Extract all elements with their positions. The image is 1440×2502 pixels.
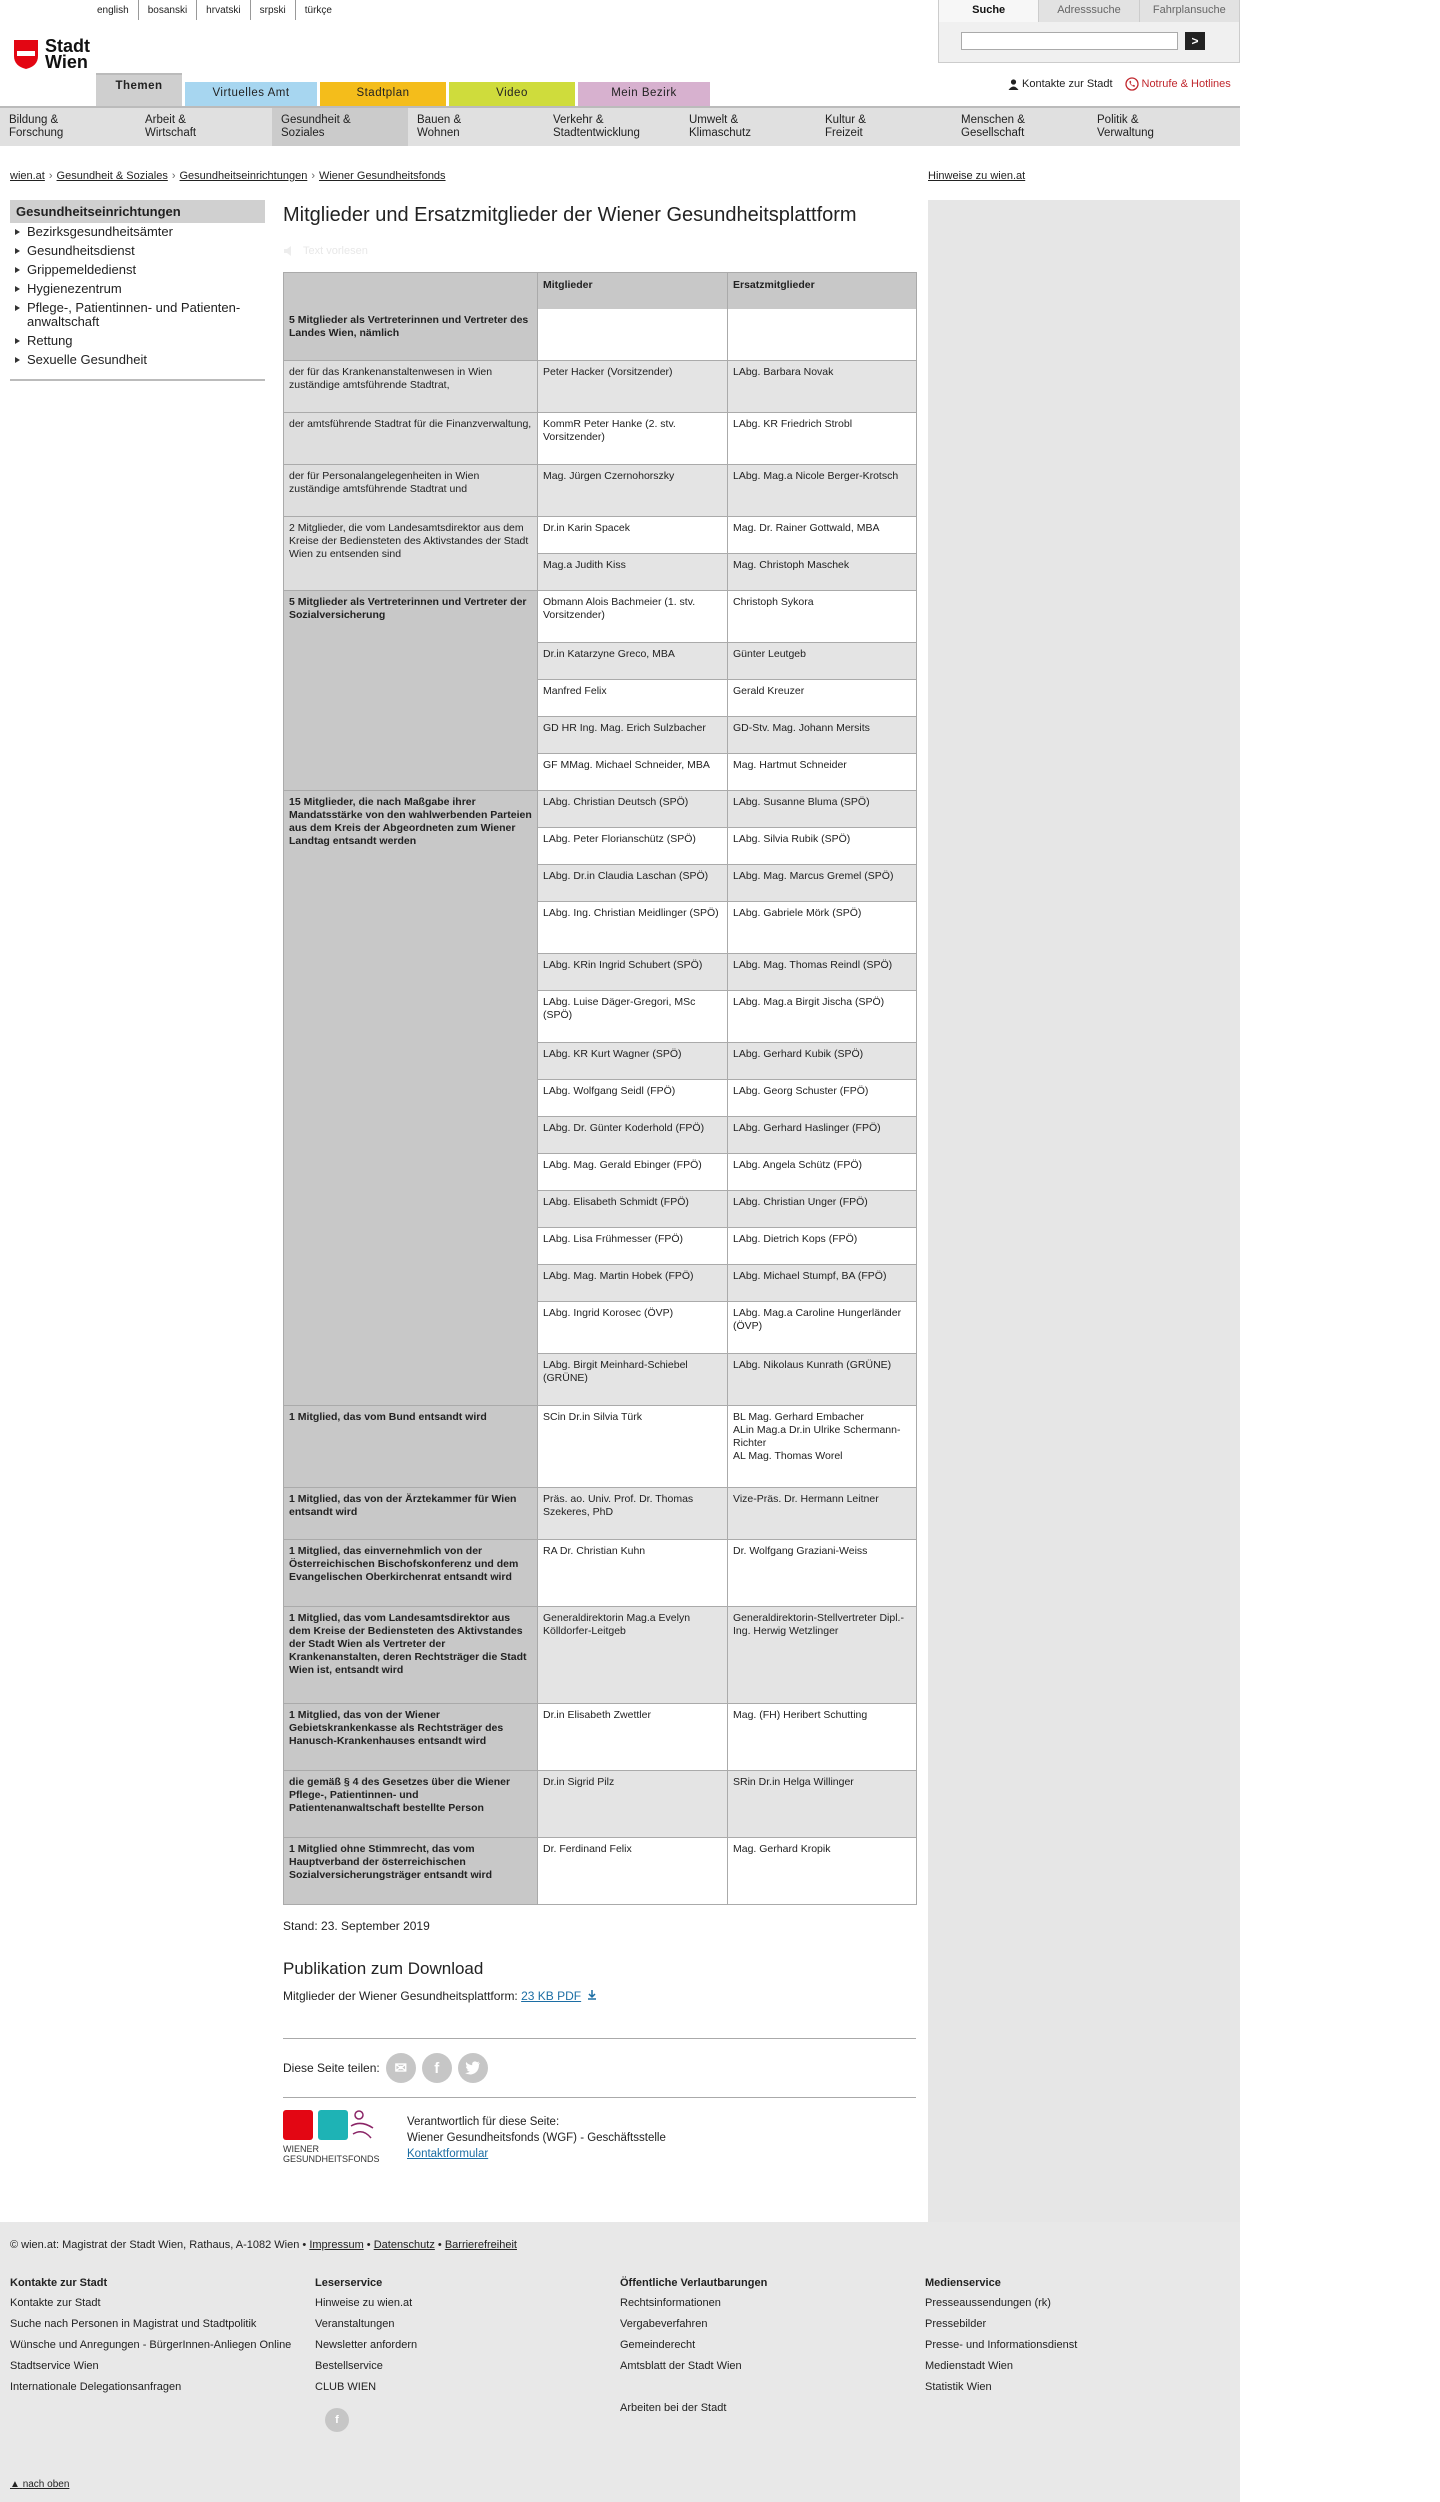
row-label-cell: der für Personalangelegenheiten in Wien zuständige amtsführende Stadtrat und [284, 465, 538, 517]
footer-column-heading: Medienservice [925, 2277, 1001, 2289]
mitglied-cell: LAbg. Mag. Martin Hobek (FPÖ) [538, 1265, 728, 1302]
language-bar [88, 0, 341, 22]
row-label-cell: 1 Mitglied, das einvernehmlich von der Österreichischen Bischofskonferenz und dem Evangelischen Oberkirchenrat entsandt wird [284, 1540, 538, 1607]
table-row [284, 1488, 917, 1540]
barrierefreiheit-link[interactable]: Barrierefreiheit [444, 2239, 517, 2251]
read-aloud-label: Text vorlesen [303, 245, 368, 257]
logo-line2: Wien [45, 52, 88, 72]
search-tab-suche[interactable]: Suche [939, 0, 1038, 22]
publication-heading: Publikation zum Download [283, 1959, 484, 1978]
table-row [284, 517, 917, 554]
footer [0, 2222, 1240, 2502]
copyright-text: © wien.at: Magistrat der Stadt Wien, Rathaus, A-1082 Wien • [10, 2239, 310, 2251]
breadcrumb-chevron-icon: › [48, 170, 53, 182]
mitglied-cell: LAbg. KRin Ingrid Schubert (SPÖ) [538, 954, 728, 991]
mitglied-cell: LAbg. Birgit Meinhard-Schiebel (GRÜNE) [538, 1354, 728, 1406]
kontaktformular-link[interactable]: Kontaktformular [407, 2148, 489, 2160]
back-to-top-link[interactable] [10, 2479, 69, 2490]
wgf-logo-text [283, 2144, 380, 2164]
mitglied-cell: Dr.in Elisabeth Zwettler [538, 1704, 728, 1771]
mitglied-cell: SCin Dr.in Silvia Türk [538, 1406, 728, 1488]
pdf-download-link[interactable]: 23 KB PDF [521, 1989, 582, 2003]
table-row [284, 465, 917, 517]
footer-link[interactable]: Internationale Delegationsanfragen [10, 2381, 182, 2393]
mitglied-cell: LAbg. Peter Florianschütz (SPÖ) [538, 828, 728, 865]
footer-link[interactable]: Gemeinderecht [620, 2339, 696, 2351]
mitglied-cell: Peter Hacker (Vorsitzender) [538, 361, 728, 413]
mitglied-cell: Mag. Jürgen Czernohorszky [538, 465, 728, 517]
footer-column [620, 2277, 925, 2432]
datenschutz-link[interactable]: Datenschutz [373, 2239, 435, 2251]
responsible-name: Wiener Gesundheitsfonds (WGF) - Geschäftsstelle [407, 2132, 666, 2144]
nav-item-line2: Freizeit [825, 127, 863, 139]
table-row [284, 1704, 917, 1771]
nav-item-line2: Forschung [9, 127, 64, 139]
footer-link[interactable]: Wünsche und Anregungen - BürgerInnen-Anliegen Online [10, 2339, 292, 2351]
ersatzmitglied-cell: Mag. Gerhard Kropik [728, 1838, 917, 1905]
contact-links [1008, 77, 1231, 91]
footer-link[interactable]: Veranstaltungen [315, 2318, 395, 2330]
mitglied-cell: Dr.in Katarzyne Greco, MBA [538, 643, 728, 680]
read-aloud-button[interactable] [283, 242, 916, 260]
ersatzmitglied-cell: LAbg. Gerhard Haslinger (FPÖ) [728, 1117, 917, 1154]
nav-item-line1: Bauen & [417, 114, 462, 126]
ersatzmitglied-cell: LAbg. KR Friedrich Strobl [728, 413, 917, 465]
breadcrumb-link[interactable]: wien.at [10, 170, 45, 182]
mitglied-cell: GD HR Ing. Mag. Erich Sulzbacher [538, 717, 728, 754]
wgf-logo-red-square [283, 2110, 313, 2140]
ersatzmitglied-cell: Vize-Präs. Dr. Hermann Leitner [728, 1488, 917, 1540]
table-row [284, 361, 917, 413]
publication-text: Mitglieder der Wiener Gesundheitsplattform: [283, 1989, 522, 2003]
ersatzmitglied-cell: LAbg. Silvia Rubik (SPÖ) [728, 828, 917, 865]
footer-link[interactable]: CLUB WIEN [315, 2381, 377, 2393]
breadcrumb-link[interactable]: Gesundheitseinrichtungen [179, 170, 308, 182]
nav-item-line1: Gesundheit & [281, 114, 351, 126]
sidebar-heading[interactable]: Gesundheitseinrichtungen [10, 200, 265, 223]
nav-item-bauen[interactable] [408, 108, 544, 146]
search-input[interactable] [961, 32, 1178, 50]
mitglied-cell: LAbg. Lisa Frühmesser (FPÖ) [538, 1228, 728, 1265]
wgf-logo-line1: WIENER [283, 2144, 319, 2154]
ersatzmitglied-cell: LAbg. Nikolaus Kunrath (GRÜNE) [728, 1354, 917, 1406]
mitglied-cell: LAbg. Elisabeth Schmidt (FPÖ) [538, 1191, 728, 1228]
header-cell-ersatzmitglieder: Ersatzmitglieder [728, 273, 917, 309]
responsible-text [407, 2114, 666, 2170]
email-share-icon[interactable]: ✉ [386, 2053, 416, 2083]
nav-item-line2: Wohnen [417, 127, 460, 139]
footer-column [315, 2277, 620, 2432]
members-table [283, 272, 917, 1905]
mitglied-cell: LAbg. Mag. Gerald Ebinger (FPÖ) [538, 1154, 728, 1191]
back-to-top-label: nach oben [22, 2479, 70, 2490]
table-row [284, 1771, 917, 1838]
ersatzmitglied-cell: Dr. Wolfgang Graziani-Weiss [728, 1540, 917, 1607]
ersatzmitglied-cell: Mag. Christoph Maschek [728, 554, 917, 591]
notrufe-label: Notrufe & Hotlines [1141, 78, 1231, 90]
sidebar-item-gesundheitsdienst[interactable]: Gesundheitsdienst [10, 244, 265, 258]
search-submit-button[interactable]: > [1185, 32, 1205, 50]
ersatzmitglied-cell: Christoph Sykora [728, 591, 917, 643]
ersatzmitglied-cell: LAbg. Mag.a Caroline Hungerländer (ÖVP) [728, 1302, 917, 1354]
nav-item-gesundheit[interactable] [272, 108, 408, 146]
publication-row [283, 1989, 916, 2003]
tab-video[interactable]: Video [449, 82, 575, 106]
sidebar [10, 200, 265, 381]
mitglied-cell: Obmann Alois Bachmeier (1. stv. Vorsitzender) [538, 591, 728, 643]
right-column [928, 200, 1240, 2222]
nav-item-line2: Gesellschaft [961, 127, 1025, 139]
row-label-cell: 1 Mitglied, das von der Ärztekammer für Wien entsandt wird [284, 1488, 538, 1540]
speaker-icon [283, 245, 297, 257]
divider [283, 2038, 916, 2039]
footer-link[interactable]: Hinweise zu wien.at [315, 2297, 413, 2309]
responsible-label: Verantwortlich für diese Seite: [407, 2116, 560, 2128]
ersatzmitglied-cell: LAbg. Gerhard Kubik (SPÖ) [728, 1043, 917, 1080]
mitglied-cell: LAbg. Ing. Christian Meidlinger (SPÖ) [538, 902, 728, 954]
search-panel [938, 0, 1240, 63]
nav-item-politik[interactable] [1088, 108, 1224, 146]
ersatzmitglied-cell: LAbg. Mag. Marcus Gremel (SPÖ) [728, 865, 917, 902]
breadcrumb [10, 170, 446, 182]
header-cell-mitglieder: Mitglieder [538, 273, 728, 309]
tab-themen[interactable]: Themen [96, 73, 182, 106]
kontakte-label: Kontakte zur Stadt [1022, 78, 1113, 90]
mitglied-cell: Dr. Ferdinand Felix [538, 1838, 728, 1905]
ersatzmitglied-cell: Gerald Kreuzer [728, 680, 917, 717]
sidebar-item-patientenanwaltschaft[interactable]: Pflege-, Patientinnen- und Patientenanwaltschaft [10, 301, 265, 329]
mitglied-cell: LAbg. Wolfgang Seidl (FPÖ) [538, 1080, 728, 1117]
table-row [284, 309, 917, 361]
row-label-cell: 15 Mitglieder, die nach Maßgabe ihrer Mandatsstärke von den wahlwerbenden Parteien aus dem Kreis der Abgeordneten zum Wiener Landtag entsandt werden [284, 791, 538, 1406]
main-content [283, 200, 916, 2170]
breadcrumb-link[interactable]: Wiener Gesundheitsfonds [318, 170, 446, 182]
footer-link[interactable]: Vergabeverfahren [620, 2318, 708, 2330]
mitglied-cell: Dr.in Sigrid Pilz [538, 1771, 728, 1838]
stadt-wien-logo[interactable] [12, 38, 90, 70]
footer-column [925, 2277, 1230, 2432]
sidebar-item-rettung[interactable]: Rettung [10, 334, 265, 348]
arrow-up-icon: ▲ [10, 2479, 20, 2490]
ersatzmitglied-cell [728, 309, 917, 361]
phone-icon [1125, 77, 1139, 91]
row-label-cell: der amtsführende Stadtrat für die Finanzverwaltung, [284, 413, 538, 465]
ersatzmitglied-cell: LAbg. Mag.a Birgit Jischa (SPÖ) [728, 991, 917, 1043]
mitglied-cell: LAbg. KR Kurt Wagner (SPÖ) [538, 1043, 728, 1080]
mitglied-cell: LAbg. Ingrid Korosec (ÖVP) [538, 1302, 728, 1354]
sidebar-item-sexuelle-gesundheit[interactable]: Sexuelle Gesundheit [10, 353, 265, 367]
footer-column-heading: Leserservice [315, 2277, 383, 2289]
tab-virtuelles-amt[interactable]: Virtuelles Amt [185, 82, 317, 106]
sidebar-item-hygienezentrum[interactable]: Hygienezentrum [10, 282, 265, 296]
ersatzmitglied-cell: Generaldirektorin-Stellvertreter Dipl.-Ing. Herwig Wetzlinger [728, 1607, 917, 1704]
ersatzmitglied-cell: Mag. (FH) Heribert Schutting [728, 1704, 917, 1771]
row-label-cell: 1 Mitglied, das von der Wiener Gebietskrankenkasse als Rechtsträger des Hanusch-Krankenhauses entsandt wird [284, 1704, 538, 1771]
logo-wordmark [45, 38, 90, 70]
table-row [284, 1607, 917, 1704]
row-label-cell: 1 Mitglied, das vom Landesamtsdirektor aus dem Kreise der Bediensteten des Aktivstandes der Stadt Wien als Vertreter der Krankenanstalten, deren Rechtsträger die Stadt Wien ist, entsandt wird [284, 1607, 538, 1704]
mitglied-cell: Manfred Felix [538, 680, 728, 717]
facebook-icon[interactable]: f [325, 2408, 349, 2432]
sidebar-divider [10, 379, 265, 381]
footer-link[interactable]: Pressebilder [925, 2318, 987, 2330]
table-row [284, 413, 917, 465]
wien-shield-icon [12, 38, 40, 70]
nav-item-line1: Umwelt & [689, 114, 739, 126]
mitglied-cell: GF MMag. Michael Schneider, MBA [538, 754, 728, 791]
lang-link-english[interactable]: english [97, 5, 129, 16]
nav-item-line1: Politik & [1097, 114, 1139, 126]
footer-columns [10, 2277, 1230, 2432]
ersatzmitglied-cell: LAbg. Christian Unger (FPÖ) [728, 1191, 917, 1228]
table-row [284, 1406, 917, 1488]
footer-link[interactable]: Presseaussendungen (rk) [925, 2297, 1051, 2309]
mitglied-cell: LAbg. Luise Däger-Gregori, MSc (SPÖ) [538, 991, 728, 1043]
footer-link[interactable]: Suche nach Personen in Magistrat und Stadtpolitik [10, 2318, 257, 2330]
table-header-row [284, 273, 917, 309]
tab-mein-bezirk[interactable]: Mein Bezirk [578, 82, 710, 106]
footer-link[interactable]: Kontakte zur Stadt [10, 2297, 101, 2309]
ersatzmitglied-cell: LAbg. Mag. Thomas Reindl (SPÖ) [728, 954, 917, 991]
header-cell-label [284, 273, 538, 309]
footer-link[interactable]: Newsletter anfordern [315, 2339, 418, 2351]
mitglied-cell: Generaldirektorin Mag.a Evelyn Kölldorfer-Leitgeb [538, 1607, 728, 1704]
table-row [284, 1838, 917, 1905]
search-tab-adresssuche[interactable]: Adresssuche [1038, 0, 1138, 22]
nav-item-line2: Stadtentwicklung [553, 127, 640, 139]
breadcrumb-chevron-icon: › [311, 170, 315, 182]
twitter-share-icon[interactable] [458, 2053, 488, 2083]
nav-item-kultur[interactable] [816, 108, 952, 146]
breadcrumb-link[interactable]: Gesundheit & Soziales [56, 170, 168, 182]
row-label-cell: 2 Mitglieder, die vom Landesamtsdirektor aus dem Kreise der Bediensteten des Aktivstandes der Stadt Wien zu entsenden sind [284, 517, 538, 591]
impressum-link[interactable]: Impressum [309, 2239, 364, 2251]
nav-item-menschen[interactable] [952, 108, 1088, 146]
sidebar-item-bezirksgesundheitsaemter[interactable]: Bezirksgesundheitsämter [10, 225, 265, 239]
mitglied-cell: Mag.a Judith Kiss [538, 554, 728, 591]
page-outside-area [1240, 0, 1440, 2502]
share-label: Diese Seite teilen: [283, 2061, 380, 2075]
main-navigation [0, 106, 1240, 146]
nav-item-arbeit[interactable] [136, 108, 272, 146]
row-label-cell: 5 Mitglieder als Vertreterinnen und Vertreter des Landes Wien, nämlich [284, 309, 538, 361]
mitglied-cell [538, 309, 728, 361]
ersatzmitglied-cell: LAbg. Angela Schütz (FPÖ) [728, 1154, 917, 1191]
wgf-logo-figure-icon [349, 2110, 375, 2144]
footer-column [10, 2277, 315, 2432]
tab-stadtplan[interactable]: Stadtplan [320, 82, 446, 106]
nav-item-line1: Kultur & [825, 114, 866, 126]
nav-item-bildung[interactable] [0, 108, 136, 146]
footer-link[interactable]: Medienstadt Wien [925, 2360, 1014, 2372]
ersatzmitglied-cell: Mag. Hartmut Schneider [728, 754, 917, 791]
sidebar-list [10, 223, 265, 367]
download-icon[interactable] [587, 1990, 597, 2000]
hinweise-link[interactable]: Hinweise zu wien.at [928, 170, 1026, 182]
nav-item-line1: Arbeit & [145, 114, 186, 126]
table-row [284, 1540, 917, 1607]
lang-link-turkce[interactable]: türkçe [295, 0, 341, 20]
wgf-logo-line2: GESUNDHEITSFONDS [283, 2154, 380, 2164]
footer-link[interactable]: Arbeiten bei der Stadt [620, 2402, 727, 2414]
footer-link[interactable]: Bestellservice [315, 2360, 383, 2372]
nav-item-line1: Verkehr & [553, 114, 604, 126]
logo-line1: Stadt [45, 36, 90, 56]
footer-link[interactable]: Presse- und Informationsdienst [925, 2339, 1078, 2351]
share-bar [283, 2053, 916, 2083]
lang-link-hrvatski[interactable]: hrvatski [196, 0, 249, 20]
nav-item-line1: Menschen & [961, 114, 1025, 126]
nav-item-line2: Wirtschaft [145, 127, 197, 139]
ersatzmitglied-cell: Günter Leutgeb [728, 643, 917, 680]
nav-item-line1: Bildung & [9, 114, 59, 126]
ersatzmitglied-cell: LAbg. Mag.a Nicole Berger-Krotsch [728, 465, 917, 517]
facebook-share-icon[interactable]: f [422, 2053, 452, 2083]
ersatzmitglied-cell: LAbg. Susanne Bluma (SPÖ) [728, 791, 917, 828]
ersatzmitglied-cell: GD-Stv. Mag. Johann Mersits [728, 717, 917, 754]
sidebar-item-grippemeldedienst[interactable]: Grippemeldedienst [10, 263, 265, 277]
row-label-cell: 1 Mitglied ohne Stimmrecht, das vom Hauptverband der österreichischen Sozialversicherungsträger entsandt wird [284, 1838, 538, 1905]
ersatzmitglied-cell: Mag. Dr. Rainer Gottwald, MBA [728, 517, 917, 554]
ersatzmitglied-cell: LAbg. Barbara Novak [728, 361, 917, 413]
footer-column-heading: Öffentliche Verlautbarungen [620, 2277, 768, 2289]
ersatzmitglied-cell: LAbg. Georg Schuster (FPÖ) [728, 1080, 917, 1117]
mitglied-cell: LAbg. Dr.in Claudia Laschan (SPÖ) [538, 865, 728, 902]
ersatzmitglied-cell: LAbg. Dietrich Kops (FPÖ) [728, 1228, 917, 1265]
footer-link[interactable]: Statistik Wien [925, 2381, 992, 2393]
table-row [284, 791, 917, 828]
mitglied-cell: LAbg. Christian Deutsch (SPÖ) [538, 791, 728, 828]
stand-date: Stand: 23. September 2019 [283, 1919, 430, 1933]
ersatzmitglied-cell: BL Mag. Gerhard Embacher ALin Mag.a Dr.in Ulrike Schermann-Richter AL Mag. Thomas Worel [728, 1406, 917, 1488]
nav-item-line2: Verwaltung [1097, 127, 1154, 139]
table-row [284, 591, 917, 643]
row-label-cell: der für das Krankenanstaltenwesen in Wien zuständige amtsführende Stadtrat, [284, 361, 538, 413]
footer-link [620, 2381, 925, 2394]
search-tabs [939, 0, 1239, 22]
divider [283, 2097, 916, 2098]
responsible-block [283, 2110, 916, 2170]
footer-copyright: © wien.at: Magistrat der Stadt Wien, Rathaus, A-1082 Wien • Impressum • Datenschutz • Barrierefreiheit [10, 2239, 517, 2251]
page-title: Mitglieder und Ersatzmitglieder der Wiener Gesundheitsplattform [283, 204, 857, 226]
footer-link[interactable]: Stadtservice Wien [10, 2360, 99, 2372]
row-label-cell: 1 Mitglied, das vom Bund entsandt wird [284, 1406, 538, 1488]
wgf-logo [283, 2110, 380, 2170]
ersatzmitglied-cell: LAbg. Michael Stumpf, BA (FPÖ) [728, 1265, 917, 1302]
footer-column-heading: Kontakte zur Stadt [10, 2277, 108, 2289]
wgf-logo-teal-square [318, 2110, 348, 2140]
ersatzmitglied-cell: SRin Dr.in Helga Willinger [728, 1771, 917, 1838]
row-label-cell: 5 Mitglieder als Vertreterinnen und Vertreter der Sozialversicherung [284, 591, 538, 791]
person-icon [1008, 79, 1019, 90]
mitglied-cell: LAbg. Dr. Günter Koderhold (FPÖ) [538, 1117, 728, 1154]
mitglied-cell: RA Dr. Christian Kuhn [538, 1540, 728, 1607]
breadcrumb-chevron-icon: › [171, 170, 176, 182]
ersatzmitglied-cell: LAbg. Gabriele Mörk (SPÖ) [728, 902, 917, 954]
table-body [284, 309, 917, 1905]
footer-link[interactable]: Rechtsinformationen [620, 2297, 721, 2309]
lang-link-srpski[interactable]: srpski [250, 0, 295, 20]
kontakte-link[interactable] [1008, 77, 1113, 91]
search-tab-fahrplansuche[interactable]: Fahrplansuche [1139, 0, 1239, 22]
nav-item-line2: Soziales [281, 127, 325, 139]
footer-link[interactable]: Amtsblatt der Stadt Wien [620, 2360, 742, 2372]
mitglied-cell: KommR Peter Hanke (2. stv. Vorsitzender) [538, 413, 728, 465]
mitglied-cell: Dr.in Karin Spacek [538, 517, 728, 554]
nav-item-verkehr[interactable] [544, 108, 680, 146]
lang-link-bosanski[interactable]: bosanski [138, 0, 196, 20]
nav-item-umwelt[interactable] [680, 108, 816, 146]
notrufe-link[interactable] [1125, 77, 1231, 91]
row-label-cell: die gemäß § 4 des Gesetzes über die Wiener Pflege-, Patientinnen- und Patientenanwaltschaft bestellte Person [284, 1771, 538, 1838]
mitglied-cell: Präs. ao. Univ. Prof. Dr. Thomas Szekeres, PhD [538, 1488, 728, 1540]
nav-item-line2: Klimaschutz [689, 127, 751, 139]
top-tabs [96, 73, 713, 106]
